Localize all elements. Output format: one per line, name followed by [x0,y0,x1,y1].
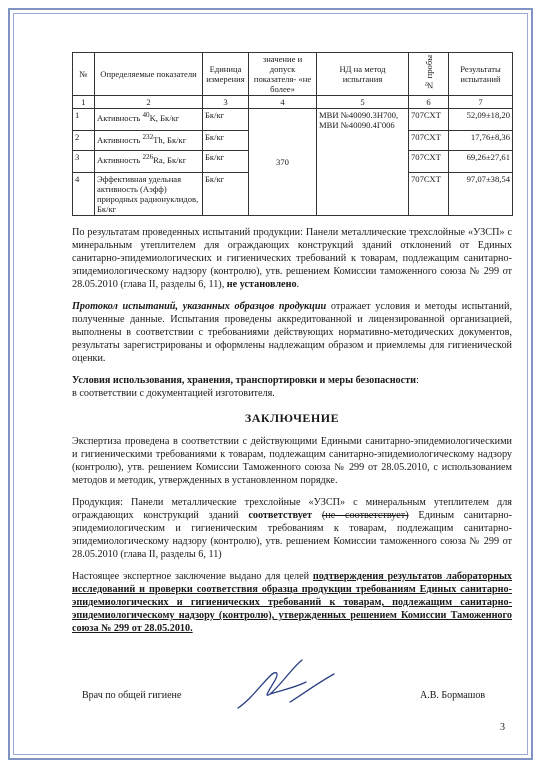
purpose-paragraph [72,570,512,635]
row-sample: 707СХТ [409,173,449,216]
row-result: 17,76±8,36 [449,131,513,151]
method-document: МВИ №40090.3Н700, МВИ №40090.4Г006 [317,109,409,216]
protocol-paragraph [72,300,512,365]
row-indicator [95,109,203,131]
row-sample: 707СХТ [409,151,449,173]
conditions-text: в соответствии с документацией изготовителя. [72,388,275,399]
row-result: 97,07±38,54 [449,173,513,216]
results-end: . [296,279,300,290]
conditions-paragraph [72,374,512,400]
header-method: НД на метод испытания [317,53,409,96]
product-verdict: соответствует [248,510,313,521]
row-result: 52,09±18,20 [449,109,513,131]
product-requirements: Единым санитарно-эпидемиологическим и гигиеническим требованиям к товарам, подлежащим санитарно-эпидемиологическому надзору (контролю), утв. решением Комиссии таможенного союза № 299 от 28.05.2010 (глава II, разделы 6, 11) [72,510,513,560]
table-header-row [73,53,513,96]
protocol-lead: Протокол испытаний, указанных образцов продукции [72,301,327,312]
row-indicator [95,173,203,216]
limit-value: 370 [249,109,317,216]
column-number-row [73,96,513,109]
indicator-suffix: K, Бк/кг [149,112,180,123]
row-sample: 707СХТ [409,131,449,151]
conditions-title: Условия использования, хранения, транспортировки и меры безопасности [72,375,417,386]
document-body [72,52,512,635]
indicator-suffix: Th, Бк/кг [153,134,187,145]
col-num: 4 [249,96,317,109]
row-unit: Бк/кг [203,109,249,131]
product-struck-option: (не соответствует) [321,510,409,521]
expertise-paragraph: Экспертиза проведена в соответствии с действующими Едиными санитарно-эпидемиологическими и гигиеническими требованиями к товарам, подлежащим санитарно-эпидемиологическому надзору (контролю), утв. решением Комиссии Таможенного союза № 299 от 28.05.2010, с использованием методов и методик, утвержденных в установленном порядке. [72,436,512,486]
purpose-text: Настоящее экспертное заключение выдано для целей [72,571,313,582]
signer-title: Врач по общей гигиене [82,690,182,701]
page-number: 3 [500,722,505,733]
indicator-prefix: Активность [97,154,143,165]
conditions-colon: : [416,375,419,386]
header-unit: Единица измерения [203,53,249,96]
col-num: 6 [409,96,449,109]
header-sample [409,53,449,96]
row-sample: 707СХТ [409,109,449,131]
results-paragraph [72,226,512,291]
indicator-prefix: Эффективная удельная активность (Аэфф) природных радионуклидов, Бк/кг [97,174,199,214]
col-num: 3 [203,96,249,109]
table-row [73,109,513,131]
product-text: Продукция: Панели металлические трехслойные «УЗСП» с минеральным утеплителем для ограждающих конструкций зданий [72,497,512,521]
row-number: 1 [73,109,95,131]
results-table [72,52,513,216]
results-text: По результатам проведенных испытаний продукции: Панели металлические трехслойные «УЗСП» с минеральным утеплителем для ограждающих конструкций зданий отклонений от Единых санитарно-эпидемиологических и гигиенических требований к товарам, подлежащим санитарно-эпидемиологическому надзору (контролю), утв. решением Комиссии таможенного союза № 299 от 28.05.2010 (глава II, разделы 6, 11), [72,227,512,290]
protocol-text: отражает условия и методы испытаний, полученные данные. Испытания проведены аккредитованной и лицензированной организацией, выполнены в соответствии с требованиями действующих нормативно-методических документов, результаты зарегистрированы и оформлены надлежащим образом и приемлемы для гигиенической оценки. [72,301,512,364]
conclusion-heading: ЗАКЛЮЧЕНИЕ [244,411,340,425]
header-sample-text: № пробы [423,55,434,91]
purpose-statement: подтверждения результатов лабораторных исследований и проверки соответствия образца продукции требованиям Единых санитарно-эпидемиологических и гигиенических требований к товарам, подлежащим санитарно-эпидемиологическому надзору (контролю), утвержденных решением Комиссии Таможенного союза № 299 от 28.05.2010. [72,571,513,634]
header-results: Результаты испытаний [449,53,513,96]
col-num: 5 [317,96,409,109]
col-num: 1 [73,96,95,109]
row-number: 3 [73,151,95,173]
col-num: 2 [95,96,203,109]
isotope-mass: 232 [142,133,154,141]
row-number: 2 [73,131,95,151]
indicator-suffix: Ra, Бк/кг [153,154,187,165]
signer-name: А.В. Бормашов [420,690,486,701]
row-number: 4 [73,173,95,216]
row-indicator [95,151,203,173]
header-limit: значение и допуск показателя- «не более» [249,53,317,96]
header-indicators: Определяемые показатели [95,53,203,96]
indicator-prefix: Активность [97,112,143,123]
row-unit: Бк/кг [203,173,249,216]
row-unit: Бк/кг [203,131,249,151]
col-num: 7 [449,96,513,109]
isotope-mass: 226 [142,153,154,161]
row-unit: Бк/кг [203,151,249,173]
handwritten-signature [230,652,340,714]
indicator-prefix: Активность [97,134,143,145]
isotope-mass: 40 [142,111,150,119]
row-indicator [95,131,203,151]
results-verdict: не установлено [226,279,297,290]
header-number: № [73,53,95,96]
row-result: 69,26±27,61 [449,151,513,173]
product-paragraph [72,496,512,561]
